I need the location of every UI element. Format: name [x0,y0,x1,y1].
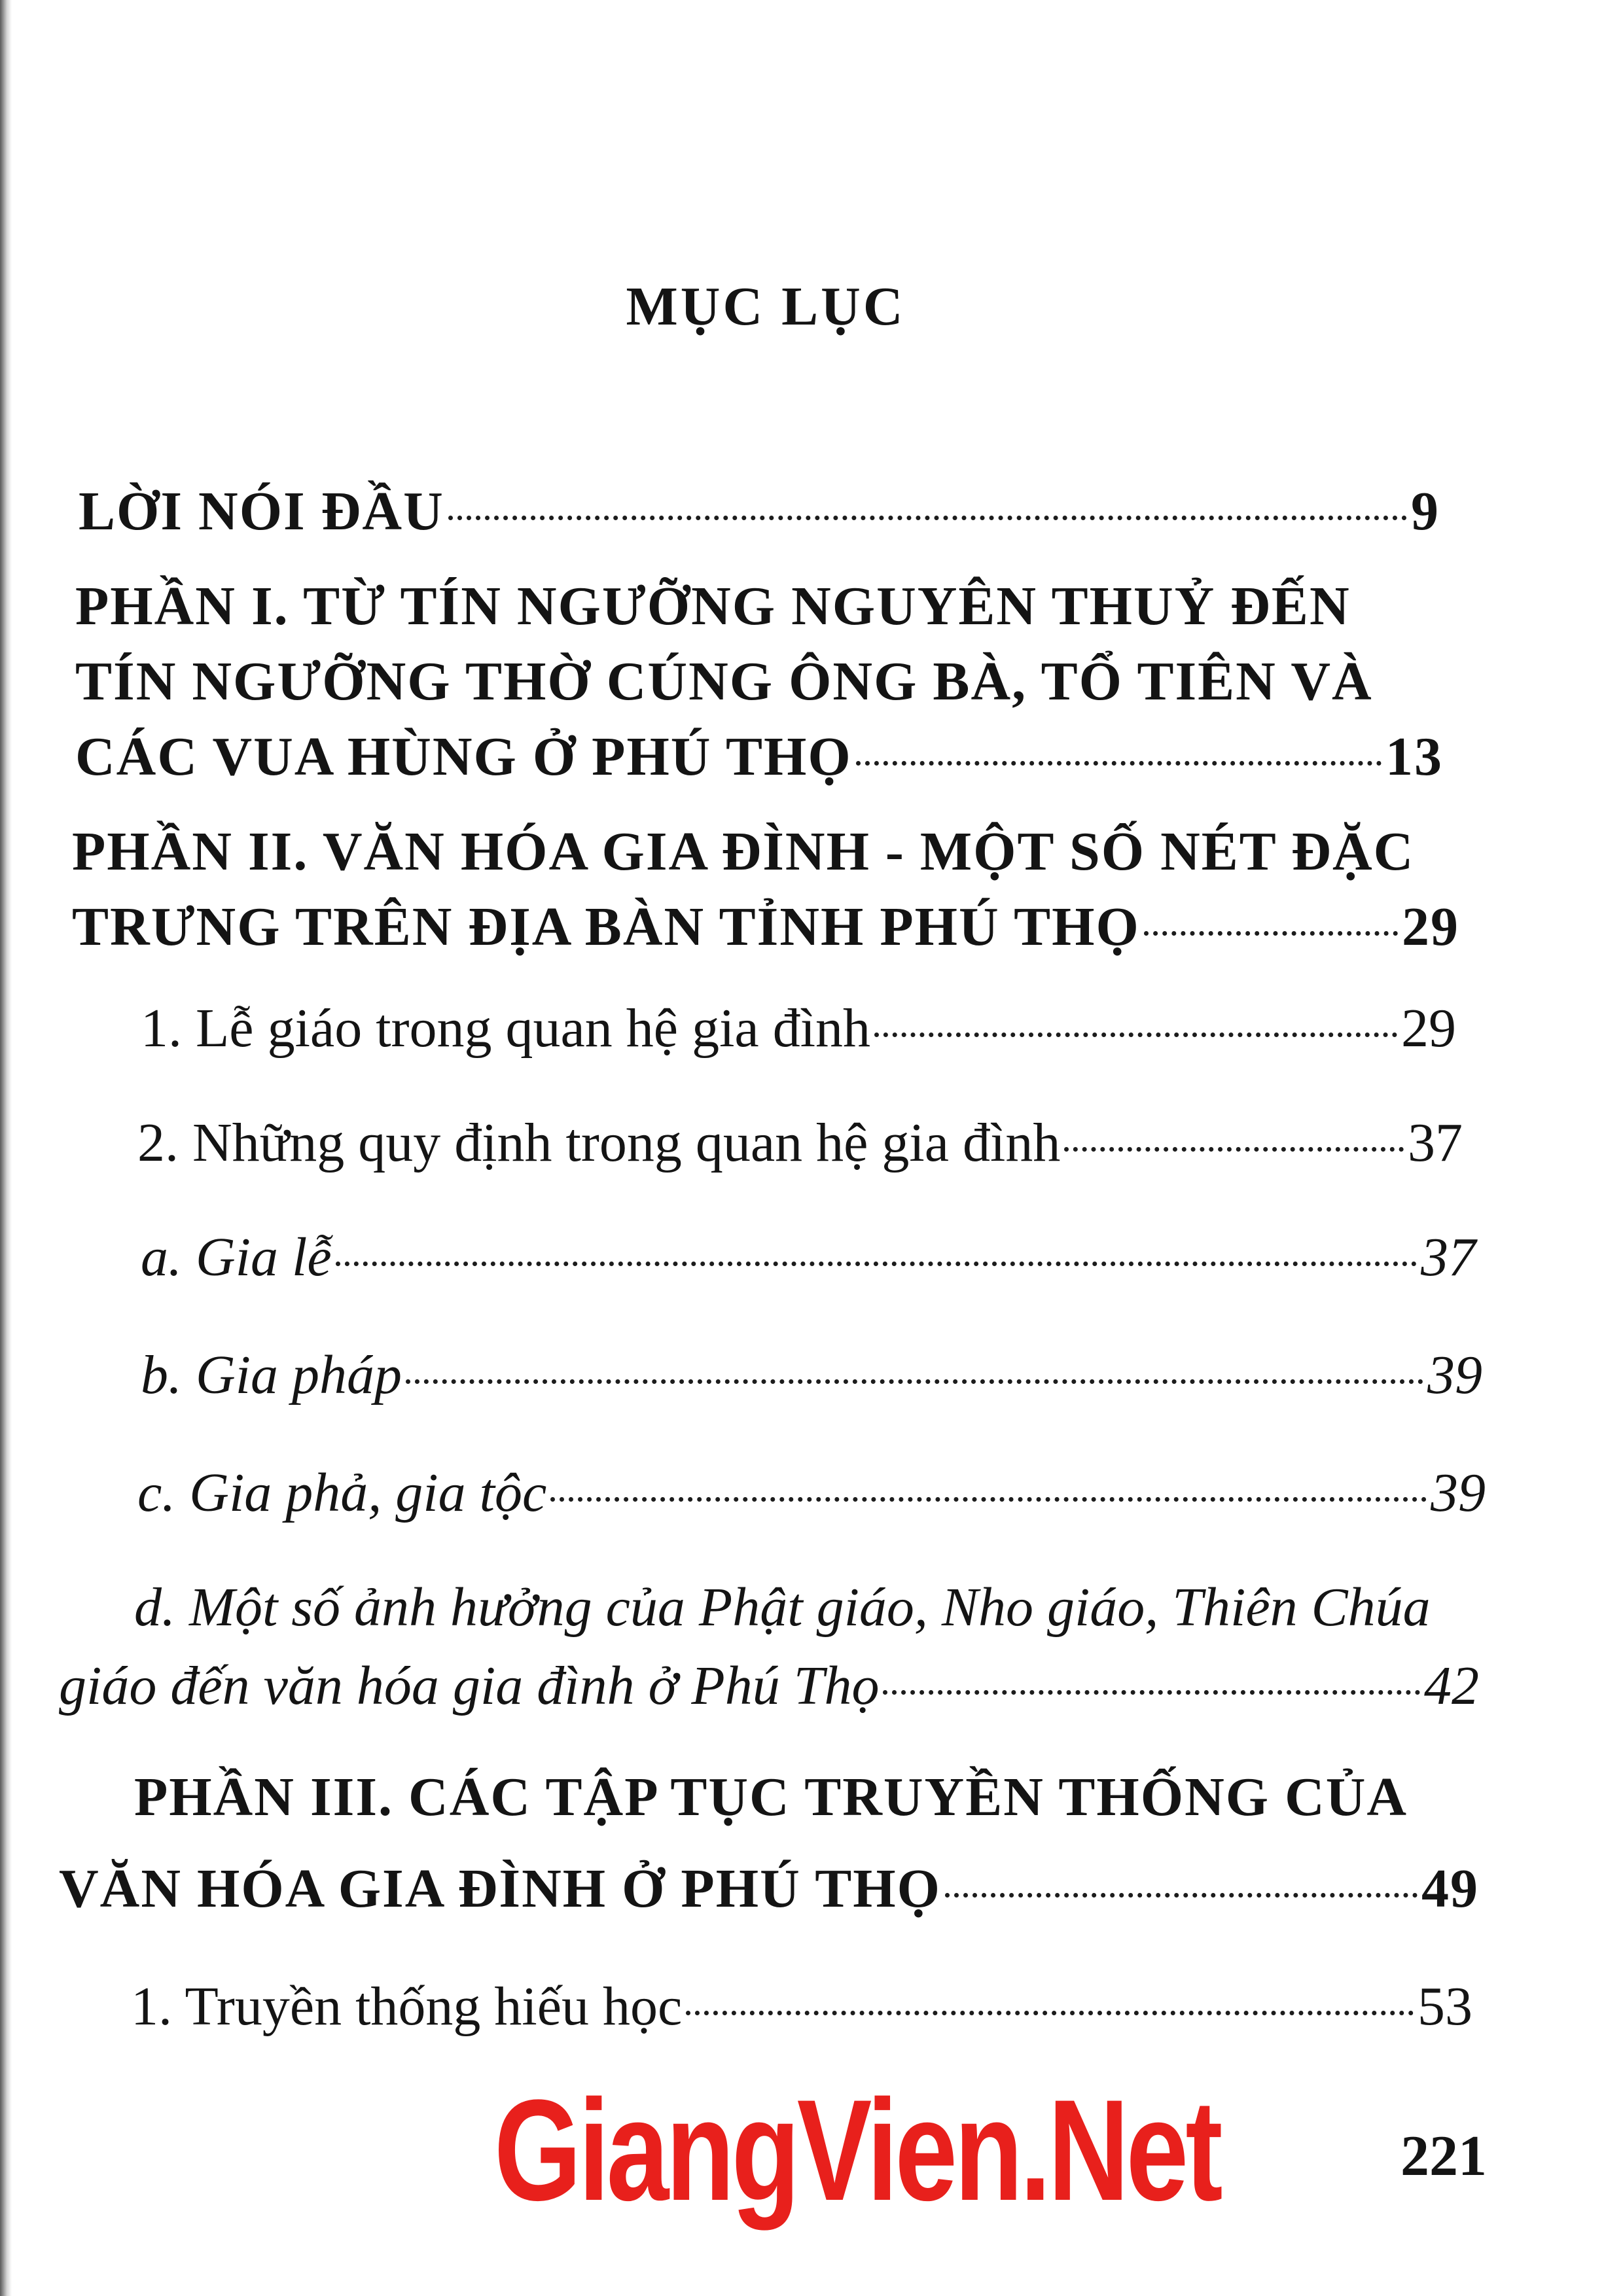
toc-entry-label: 2. Những quy định trong quan hệ gia đình [137,1112,1061,1173]
dot-leader [448,516,1407,520]
dot-leader [1064,1147,1404,1152]
toc-entry-2-2 [137,1112,1463,1173]
toc-entry-page: 42 [1424,1655,1479,1716]
watermark-text: GiangVien.Net [494,2070,1220,2231]
toc-entry-page: 37 [1408,1112,1463,1173]
toc-entry-page: 29 [1401,998,1456,1059]
toc-entry-2-1 [141,998,1456,1059]
toc-entry-line: VĂN HÓA GIA ĐÌNH Ở PHÚ THỌ [59,1858,941,1919]
dot-leader [686,2011,1414,2015]
toc-entry-2-2c [137,1462,1486,1523]
toc-entry-page: 39 [1427,1345,1482,1405]
toc-entry-line: TRƯNG TRÊN ĐỊA BÀN TỈNH PHÚ THỌ [72,896,1140,957]
dot-leader [883,1690,1420,1695]
toc-entry-label: c. Gia phả, gia tộc [137,1462,547,1523]
toc-entry-page: 53 [1418,1976,1472,2037]
toc-entry-line: PHẦN I. TỪ TÍN NGƯỠNG NGUYÊN THUỶ ĐẾN [75,576,1351,637]
dot-leader [856,761,1382,766]
dot-leader [945,1893,1418,1898]
dot-leader [550,1497,1427,1502]
toc-entry-page: 49 [1421,1858,1479,1919]
page-title: MỤC LỤC [626,276,906,337]
toc-entry-2-2b [141,1345,1482,1405]
page-number: 221 [1400,2125,1487,2188]
toc-entry-page: 29 [1402,896,1459,957]
dot-leader [336,1262,1417,1266]
toc-entry-line: TÍN NGƯỠNG THỜ CÚNG ÔNG BÀ, TỔ TIÊN VÀ [75,651,1373,712]
toc-entry-line: CÁC VUA HÙNG Ở PHÚ THỌ [75,726,852,787]
toc-entry-label: LỜI NÓI ĐẦU [79,481,444,542]
toc-entry-label: a. Gia lễ [141,1227,332,1288]
toc-entry-label: 1. Truyền thống hiếu học [131,1976,683,2037]
toc-entry-3-1 [131,1976,1472,2037]
toc-entry-label: b. Gia pháp [141,1345,402,1405]
dot-leader [1144,931,1398,936]
toc-entry-preface [79,481,1440,542]
toc-entry-2-2a [141,1227,1476,1288]
toc-entry-line: d. Một số ảnh hưởng của Phật giáo, Nho giáo, Thiên Chúa [134,1577,1431,1638]
toc-entry-label: 1. Lễ giáo trong quan hệ gia đình [141,998,871,1059]
page-binding-shadow [0,0,12,2296]
toc-entry-line: PHẦN II. VĂN HÓA GIA ĐÌNH - MỘT SỐ NÉT ĐẶC [72,821,1415,882]
dot-leader [874,1033,1397,1037]
toc-entry-page: 9 [1411,481,1440,542]
dot-leader [406,1379,1423,1384]
toc-entry-page: 37 [1421,1227,1476,1288]
toc-entry-page: 13 [1385,726,1443,787]
toc-entry-page: 39 [1431,1462,1486,1523]
toc-entry-line: giáo đến văn hóa gia đình ở Phú Thọ [59,1655,880,1716]
toc-entry-line: PHẦN III. CÁC TẬP TỤC TRUYỀN THỐNG CỦA [134,1767,1408,1828]
